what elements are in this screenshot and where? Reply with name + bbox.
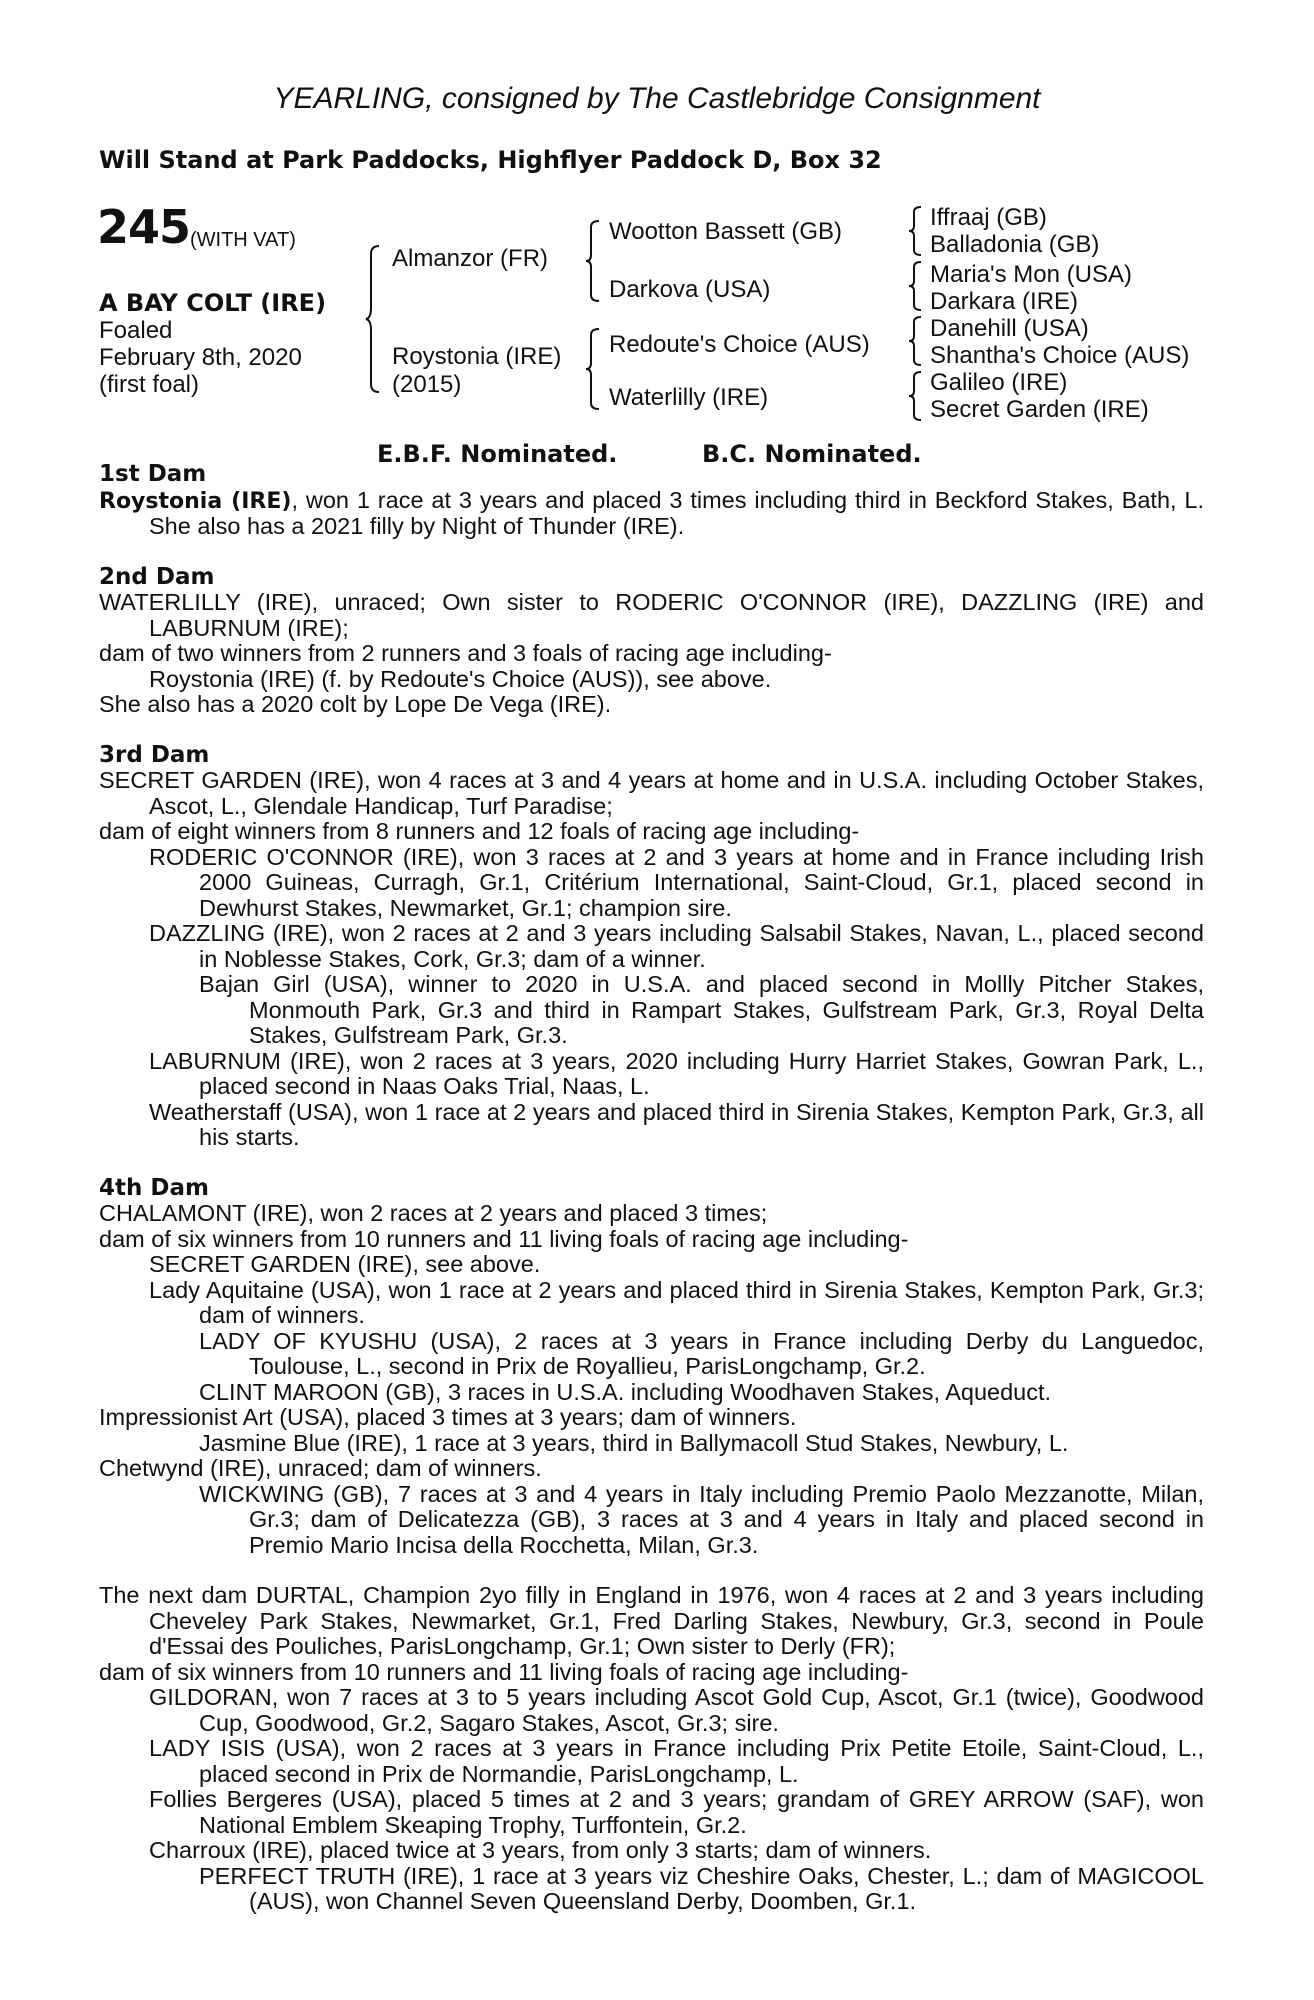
fourth-dam-grandchild: Jasmine Blue (IRE), 1 race at 3 years, third in Ballymacoll Stud Stakes, Newbury, L.	[199, 1429, 1069, 1456]
third-dam-heading: 3rd Dam	[99, 741, 210, 768]
third-dam-line: SECRET GARDEN (IRE), won 4 races at 3 and 4 years at home and in U.S.A. including October Stakes, Ascot, L., Glendale Handicap, Turf Paradise;	[99, 767, 1204, 819]
vat-label: (WITH VAT)	[190, 229, 296, 251]
foal-note: (first foal)	[99, 371, 200, 398]
second-dam-line: WATERLILLY (IRE), unraced; Own sister to RODERIC O'CONNOR (IRE), DAZZLING (IRE) and LABURNUM (IRE);	[99, 589, 1205, 641]
stand-location: Will Stand at Park Paddocks, Highflyer Paddock D, Box 32	[99, 146, 882, 174]
ebf-nominated: E.B.F. Nominated.	[377, 440, 618, 468]
fourth-dam-produce: dam of six winners from 10 runners and 11 living foals of racing age including-	[99, 1225, 909, 1252]
third-dam-produce: dam of eight winners from 8 runners and 12 foals of racing age including-	[99, 818, 860, 844]
pedigree-sd: Darkova (USA)	[609, 276, 771, 303]
pedigree-brace-main	[365, 244, 385, 394]
pedigree-brace-dd	[908, 370, 926, 422]
pedigree-brace-sire	[585, 219, 605, 303]
pedigree-ss: Wootton Bassett (GB)	[609, 218, 842, 245]
pedigree-dam: Roystonia (IRE)	[392, 343, 562, 370]
bc-nominated: B.C. Nominated.	[702, 440, 922, 468]
next-dam-winner: LADY ISIS (USA), won 2 races at 3 years in France including Prix Petite Etoile, Saint-Cloud, L., placed second in Prix de Normandie, ParisLongchamp, L.	[149, 1735, 1204, 1787]
fourth-dam-grandchild: LADY OF KYUSHU (USA), 2 races at 3 years in France including Derby du Languedoc, Toulouse, L., second in Prix de Royallieu, ParisLongchamp, Gr.2.	[199, 1327, 1204, 1379]
pedigree-dam-year: (2015)	[392, 371, 462, 398]
pedigree-sds: Maria's Mon (USA)	[930, 261, 1132, 288]
third-dam-winner: RODERIC O'CONNOR (IRE), won 3 races at 2 and 3 years at home and in France including Irish 2000 Guineas, Curragh, Gr.1, Critérium International, Saint-Cloud, Gr.1, placed second in Dewhurst Stakes, Newmarket, Gr.1; champion sire.	[149, 843, 1204, 921]
catalogue-body	[99, 462, 1204, 1915]
fourth-dam-runner: Chetwynd (IRE), unraced; dam of winners.	[99, 1455, 542, 1481]
next-dam-produce: dam of six winners from 10 runners and 11 living foals of racing age including-	[99, 1658, 909, 1685]
second-dam-note: She also has a 2020 colt by Lope De Vega (IRE).	[99, 691, 612, 717]
pedigree-ddd: Secret Garden (IRE)	[930, 396, 1149, 423]
fourth-dam-grandchild: WICKWING (GB), 7 races at 3 and 4 years in Italy including Premio Paolo Mezzanotte, Milan, Gr.3; dam of Delicatezza (GB), 3 races at 3 and 4 years in Italy and placed second in Premio Mario Incisa della Rocchetta, Milan, Gr.3.	[199, 1480, 1204, 1558]
lot-number: 245	[97, 200, 191, 254]
page-header: YEARLING, consigned by The Castlebridge Consignment	[273, 82, 1041, 115]
pedigree-ssd: Balladonia (GB)	[930, 231, 1100, 258]
next-dam-runner: Follies Bergeres (USA), placed 5 times at 2 and 3 years; grandam of GREY ARROW (SAF), won National Emblem Skeaping Trophy, Turffontein, Gr.2.	[149, 1786, 1204, 1838]
next-dam-runner: Charroux (IRE), placed twice at 3 years, from only 3 starts; dam of winners.	[149, 1837, 932, 1863]
fourth-dam-winner: SECRET GARDEN (IRE), see above.	[149, 1251, 541, 1277]
third-dam-winner: Weatherstaff (USA), won 1 race at 2 years and placed third in Sirenia Stakes, Kempton Park, Gr.3, all his starts.	[149, 1098, 1204, 1150]
first-dam-entry: Roystonia (IRE), won 1 race at 3 years and placed 3 times including third in Beckford Stakes, Bath, L. She also has a 2021 filly by Night of Thunder (IRE).	[99, 486, 1205, 539]
horse-name: A BAY COLT (IRE)	[99, 289, 327, 317]
pedigree-brace-dam	[585, 327, 605, 411]
fourth-dam-winner: Lady Aquitaine (USA), won 1 race at 2 years and placed third in Sirenia Stakes, Kempton Park, Gr.3; dam of winners.	[149, 1276, 1204, 1328]
foaled-date: February 8th, 2020	[99, 344, 302, 371]
pedigree-dsd: Shantha's Choice (AUS)	[930, 342, 1190, 369]
pedigree-sdd: Darkara (IRE)	[930, 288, 1079, 315]
fourth-dam-runner: Impressionist Art (USA), placed 3 times at 3 years; dam of winners.	[99, 1404, 797, 1430]
pedigree-ds: Redoute's Choice (AUS)	[609, 331, 870, 358]
fourth-dam-grandchild: CLINT MAROON (GB), 3 races in U.S.A. including Woodhaven Stakes, Aqueduct.	[199, 1378, 1052, 1405]
second-dam-produce: dam of two winners from 2 runners and 3 foals of racing age including-	[99, 640, 832, 666]
third-dam-grandchild: Bajan Girl (USA), winner to 2020 in U.S.A. and placed second in Mollly Pitcher Stakes, Monmouth Park, Gr.3 and third in Rampart Stakes, Gulfstream Park, Gr.3, Royal Delta Stakes, Gulfstream Park, Gr.3.	[199, 971, 1204, 1048]
pedigree-dss: Danehill (USA)	[930, 315, 1089, 342]
pedigree-brace-ss	[908, 205, 926, 257]
pedigree-sire: Almanzor (FR)	[392, 245, 549, 272]
third-dam-winner: DAZZLING (IRE), won 2 races at 2 and 3 years including Salsabil Stakes, Navan, L., placed second in Noblesse Stakes, Cork, Gr.3; dam of a winner.	[149, 920, 1204, 972]
second-dam-winner: Roystonia (IRE) (f. by Redoute's Choice (AUS)), see above.	[149, 665, 772, 692]
next-dam-line: The next dam DURTAL, Champion 2yo filly in England in 1976, won 4 races at 2 and 3 years including Cheveley Park Stakes, Newmarket, Gr.1, Fred Darling Stakes, Newbury, Gr.3, second in Poule d'Essai des Pouliches, ParisLongchamp, Gr.1; Own sister to Derly (FR);	[99, 1582, 1204, 1659]
pedigree-sss: Iffraaj (GB)	[930, 204, 1047, 231]
pedigree-dds: Galileo (IRE)	[930, 369, 1068, 396]
second-dam-heading: 2nd Dam	[99, 563, 215, 590]
foaled-label: Foaled	[99, 317, 173, 344]
fourth-dam-line: CHALAMONT (IRE), won 2 races at 2 years and placed 3 times;	[99, 1200, 768, 1226]
pedigree-brace-sd	[908, 260, 926, 312]
first-dam-heading: 1st Dam	[99, 461, 207, 487]
pedigree-brace-ds	[908, 315, 926, 367]
pedigree-dd: Waterlilly (IRE)	[609, 384, 769, 411]
fourth-dam-heading: 4th Dam	[99, 1174, 209, 1201]
next-dam-winner: GILDORAN, won 7 races at 3 to 5 years including Ascot Gold Cup, Ascot, Gr.1 (twice), Goodwood Cup, Goodwood, Gr.2, Sagaro Stakes, Ascot, Gr.3; sire.	[149, 1684, 1204, 1736]
third-dam-winner: LABURNUM (IRE), won 2 races at 3 years, 2020 including Hurry Harriet Stakes, Gowran Park, L., placed second in Naas Oaks Trial, Naas, L.	[149, 1047, 1204, 1099]
next-dam-grandchild: PERFECT TRUTH (IRE), 1 race at 3 years viz Cheshire Oaks, Chester, L.; dam of MAGICOOL (AUS), won Channel Seven Queensland Derby, Doomben, Gr.1.	[199, 1862, 1204, 1914]
